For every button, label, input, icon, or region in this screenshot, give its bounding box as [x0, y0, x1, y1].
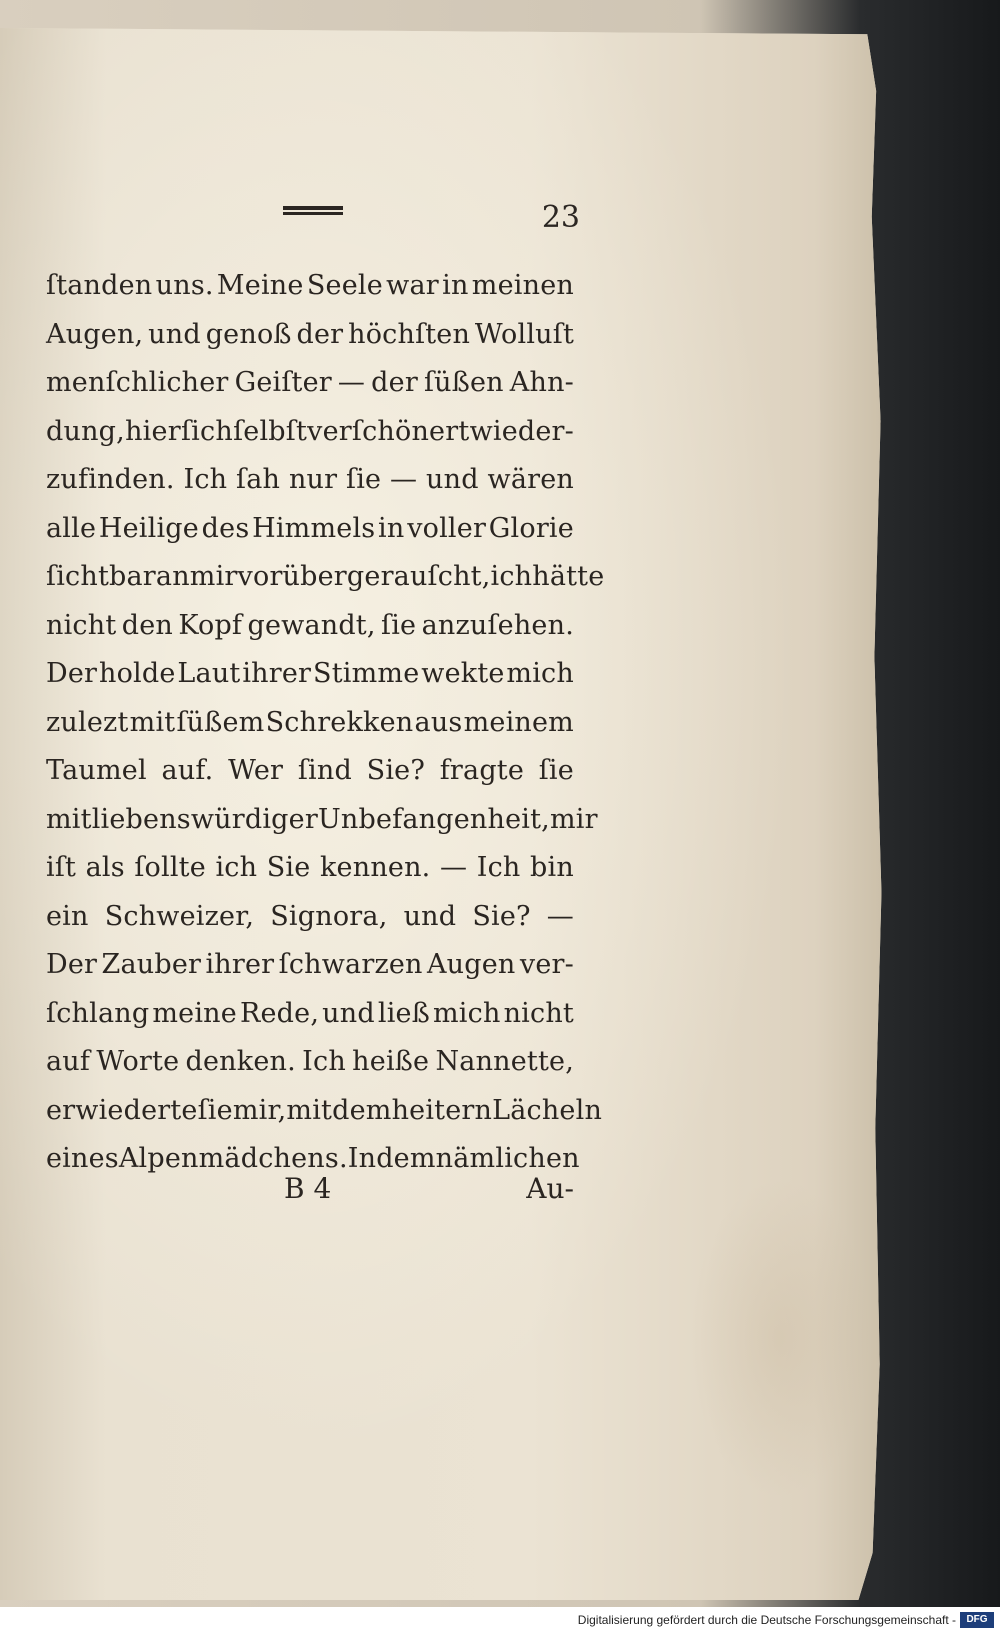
text-line: alle Heilige des Himmels in voller Glorie: [46, 512, 574, 544]
text-line: Augen, und genoß der höchſten Wolluſt: [46, 318, 574, 350]
text-line: ſtanden uns. Meine Seele war in meinen: [46, 270, 574, 301]
body-text: [46, 262, 605, 1184]
text-line: auf Worte denken. Ich heiße Nannette,: [46, 1046, 574, 1077]
paper-stain: [690, 1178, 870, 1498]
text-line: ſichtbar an mir vorübergerauſcht, ich hätte: [46, 561, 605, 592]
text-line: Taumel auf. Wer ſind Sie? fragte ſie: [46, 755, 574, 786]
text-line: zulezt mit ſüßem Schrekken aus meinem: [46, 706, 574, 738]
catchword: Au-: [526, 1172, 574, 1205]
text-line: erwiederte ſie mir, mit dem heitern Lächeln: [46, 1094, 603, 1126]
footer-bar: [0, 1607, 1000, 1635]
signature-line: [46, 1168, 574, 1218]
dfg-logo: DFG: [960, 1612, 994, 1628]
footer-credit: Digitalisierung gefördert durch die Deutsche Forschungsgemeinschaft -: [577, 1613, 956, 1627]
text-line: dung, hier ſich ſelbſt verſchönert wieder-: [46, 415, 574, 447]
text-line: ſchlang meine Rede, und ließ mich nicht: [46, 997, 574, 1029]
text-line: Der Zauber ihrer ſchwarzen Augen ver-: [46, 949, 574, 980]
text-line: nicht den Kopf gewandt, ſie anzuſehen.: [46, 609, 574, 641]
text-line: Der holde Laut ihrer Stimme wekte mich: [46, 658, 574, 689]
page-number: 23: [541, 200, 580, 235]
header-double-rule: [283, 206, 343, 215]
text-line: mit liebenswürdiger Unbefangenheit, mir: [46, 803, 598, 835]
text-line: eines Alpenmädchens. In dem nämlichen: [46, 1143, 580, 1174]
text-line: ein Schweizer, Signora, und Sie? —: [46, 900, 574, 932]
text-line: iſt als ſollte ich Sie kennen. — Ich bin: [46, 852, 574, 883]
text-line: zufinden. Ich ſah nur ſie — und wären: [46, 464, 574, 495]
text-line: menſchlicher Geiſter — der ſüßen Ahn-: [46, 367, 574, 398]
signature-mark: B 4: [284, 1172, 332, 1205]
